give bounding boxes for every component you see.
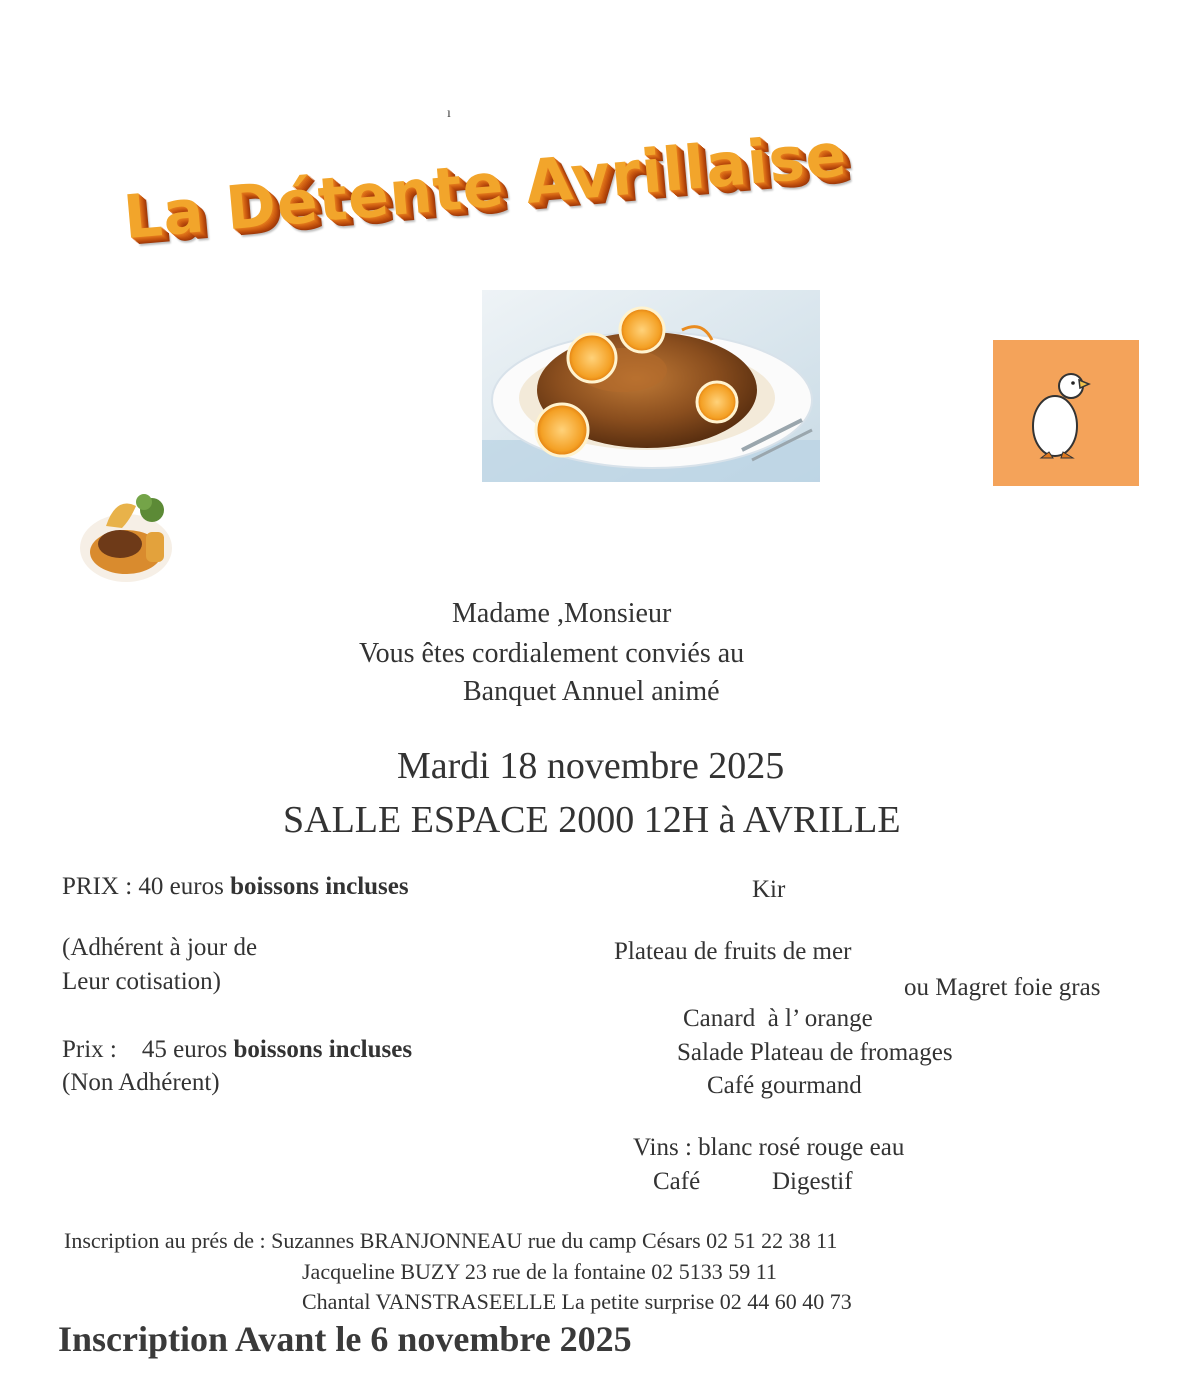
menu-wines: Vins : blanc rosé rouge eau	[633, 1134, 905, 1161]
roast-duck-picture	[482, 290, 820, 482]
stray-mark: ı	[447, 106, 451, 121]
menu-cheese: Salade Plateau de fromages	[677, 1039, 953, 1066]
menu-dessert: Café gourmand	[707, 1072, 862, 1099]
menu-starter: Plateau de fruits de mer	[614, 938, 852, 965]
menu-coffee: Café	[653, 1168, 701, 1195]
non-member-price	[62, 1036, 412, 1064]
non-member-drinks-included: boissons incluses	[233, 1036, 413, 1063]
non-member-note: (Non Adhérent)	[62, 1069, 220, 1096]
plated-dish-illustration	[76, 486, 172, 590]
menu-aperitif: Kir	[752, 876, 786, 903]
plated-dish-picture	[76, 486, 172, 590]
roast-duck-illustration	[482, 290, 820, 482]
invitation-line: Vous êtes cordialement conviés au	[359, 638, 745, 669]
menu-starter-alternative: ou Magret foie gras	[904, 974, 1101, 1001]
contact-line: Jacqueline BUZY 23 rue de la fontaine 02 5133 59 11	[302, 1259, 777, 1284]
event-date: Mardi 18 novembre 2025	[397, 745, 785, 787]
invitation-line: Banquet Annuel animé	[463, 676, 720, 707]
event-venue: SALLE ESPACE 2000 12H à AVRILLE	[283, 799, 901, 841]
menu-main-course: Canard à l’ orange	[683, 1005, 873, 1032]
duck-logo-icon	[993, 340, 1139, 486]
registration-deadline: Inscription Avant le 6 novembre 2025	[58, 1319, 632, 1359]
greeting: Madame ,Monsieur	[452, 598, 672, 629]
duck-icon	[993, 340, 1139, 486]
non-member-price-amount: Prix : 45 euros	[62, 1036, 234, 1063]
contact-line: Chantal VANSTRASEELLE La petite surprise 02 44 60 40 73	[302, 1289, 852, 1314]
contact-line: Inscription au prés de : Suzannes BRANJONNEAU rue du camp Césars 02 51 22 38 11	[64, 1228, 838, 1253]
member-price	[62, 873, 409, 901]
member-note: Leur cotisation)	[62, 968, 221, 995]
member-drinks-included: boissons incluses	[230, 873, 409, 900]
menu-digestif: Digestif	[772, 1168, 853, 1195]
member-note: (Adhérent à jour de	[62, 934, 258, 961]
member-price-amount: PRIX : 40 euros	[62, 873, 231, 900]
banner-title: La Détente Avrillaise	[120, 120, 850, 254]
